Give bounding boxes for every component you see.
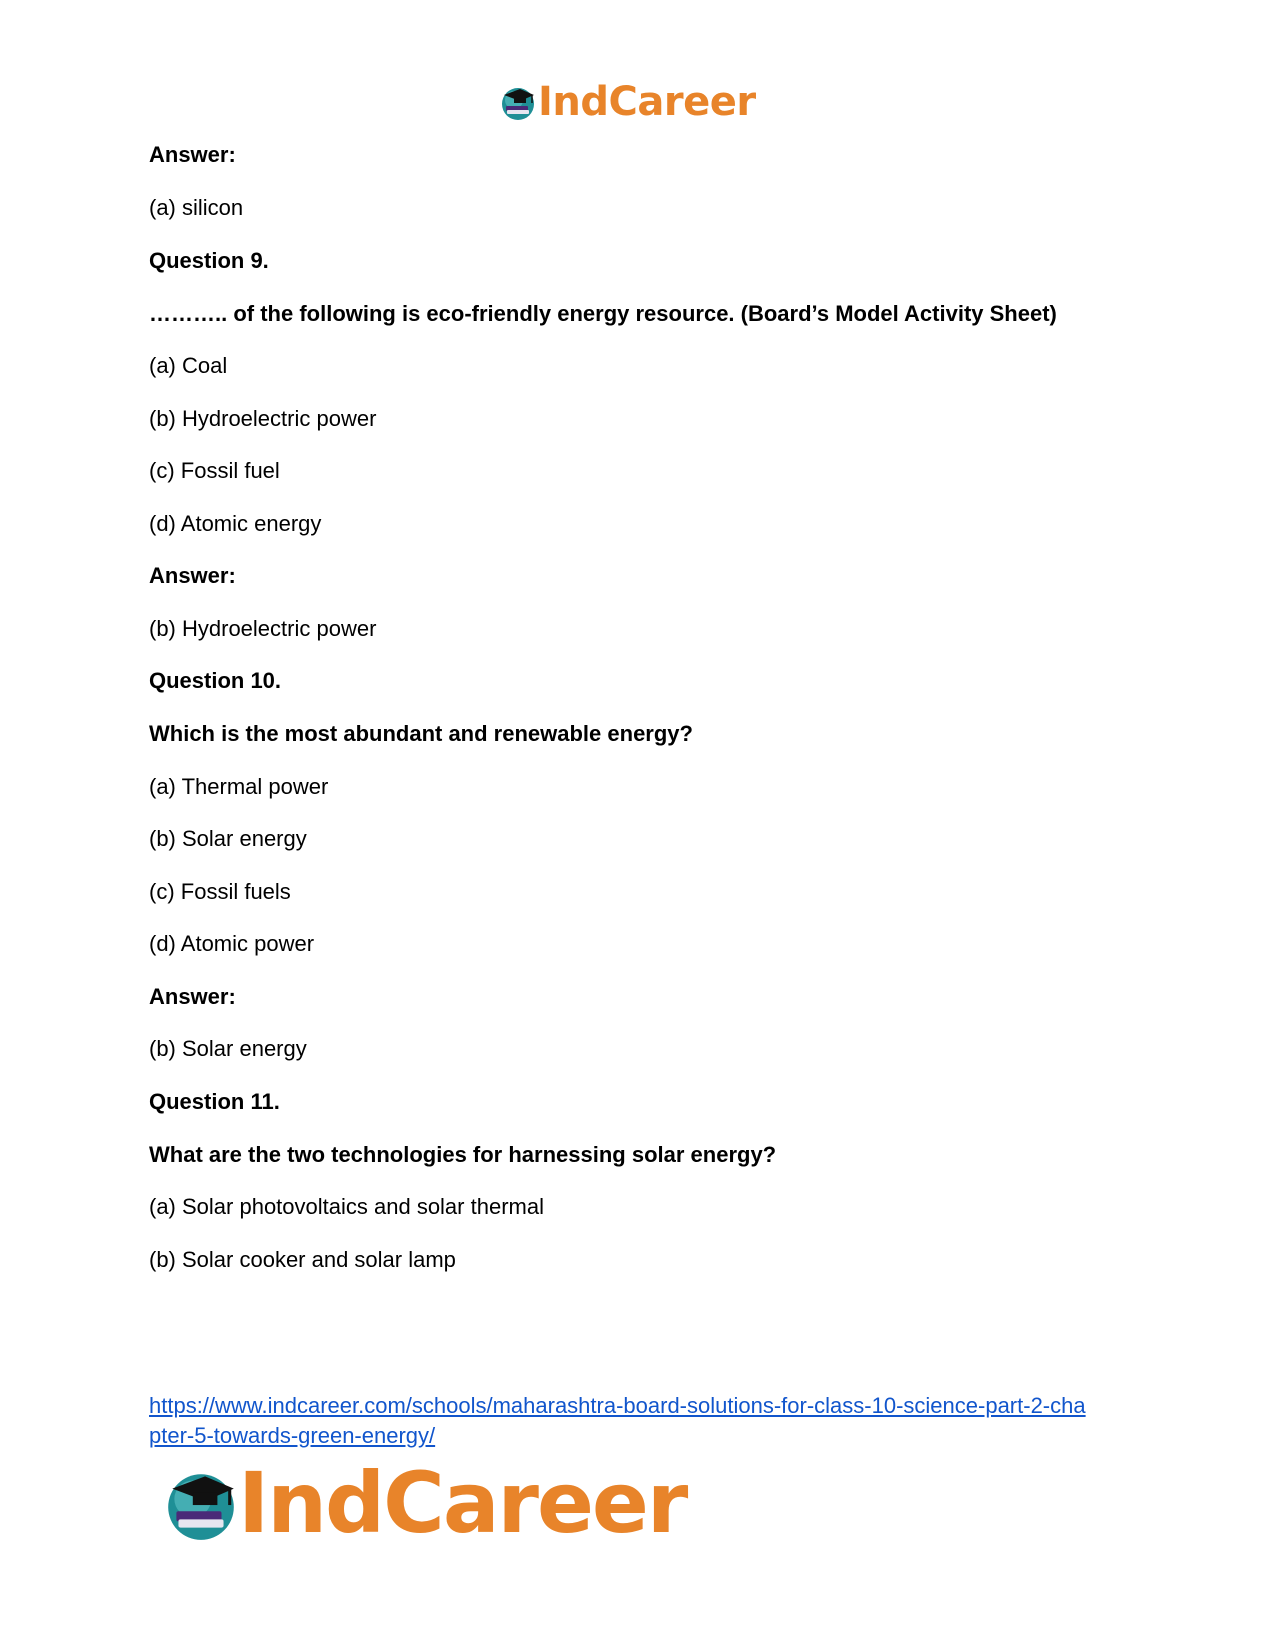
option: (d) Atomic power bbox=[149, 931, 315, 956]
globe-graduation-cap-icon bbox=[498, 82, 538, 122]
option: (d) Atomic energy bbox=[149, 511, 322, 536]
brand-name: IndCareer bbox=[538, 79, 756, 125]
option: (a) Coal bbox=[149, 353, 228, 378]
option: (b) Solar cooker and solar lamp bbox=[149, 1247, 456, 1272]
answer-label: Answer: bbox=[149, 142, 236, 167]
question-heading: Question 9. bbox=[149, 248, 269, 273]
source-link[interactable] bbox=[149, 1391, 1149, 1451]
header-logo bbox=[498, 78, 756, 126]
answer-text: (b) Hydroelectric power bbox=[149, 616, 377, 641]
question-text: ……….. of the following is eco-friendly energy resource. (Board’s Model Activity Sheet) bbox=[149, 301, 1057, 326]
footer-logo bbox=[160, 1454, 687, 1552]
option: (a) Solar photovoltaics and solar thermal bbox=[149, 1194, 544, 1219]
option: (b) Hydroelectric power bbox=[149, 406, 377, 431]
answer-label: Answer: bbox=[149, 563, 236, 588]
answer-text: (a) silicon bbox=[149, 195, 244, 220]
option: (a) Thermal power bbox=[149, 774, 329, 799]
footer-brand-name: IndCareer bbox=[238, 1454, 687, 1552]
source-link-line-1[interactable]: https://www.indcareer.com/schools/maharashtra-board-solutions-for-class-10-science-part-2-cha bbox=[149, 1393, 1086, 1418]
option: (c) Fossil fuel bbox=[149, 458, 280, 483]
question-heading: Question 11. bbox=[149, 1089, 280, 1114]
option: (b) Solar energy bbox=[149, 826, 307, 851]
question-text: What are the two technologies for harnessing solar energy? bbox=[149, 1142, 777, 1167]
answer-label: Answer: bbox=[149, 984, 236, 1009]
question-heading: Question 10. bbox=[149, 668, 282, 693]
globe-graduation-cap-icon bbox=[160, 1462, 242, 1544]
option: (c) Fossil fuels bbox=[149, 879, 291, 904]
answer-text: (b) Solar energy bbox=[149, 1036, 307, 1061]
question-text: Which is the most abundant and renewable energy? bbox=[149, 721, 693, 746]
source-link-line-2[interactable]: pter-5-towards-green-energy/ bbox=[149, 1423, 436, 1448]
